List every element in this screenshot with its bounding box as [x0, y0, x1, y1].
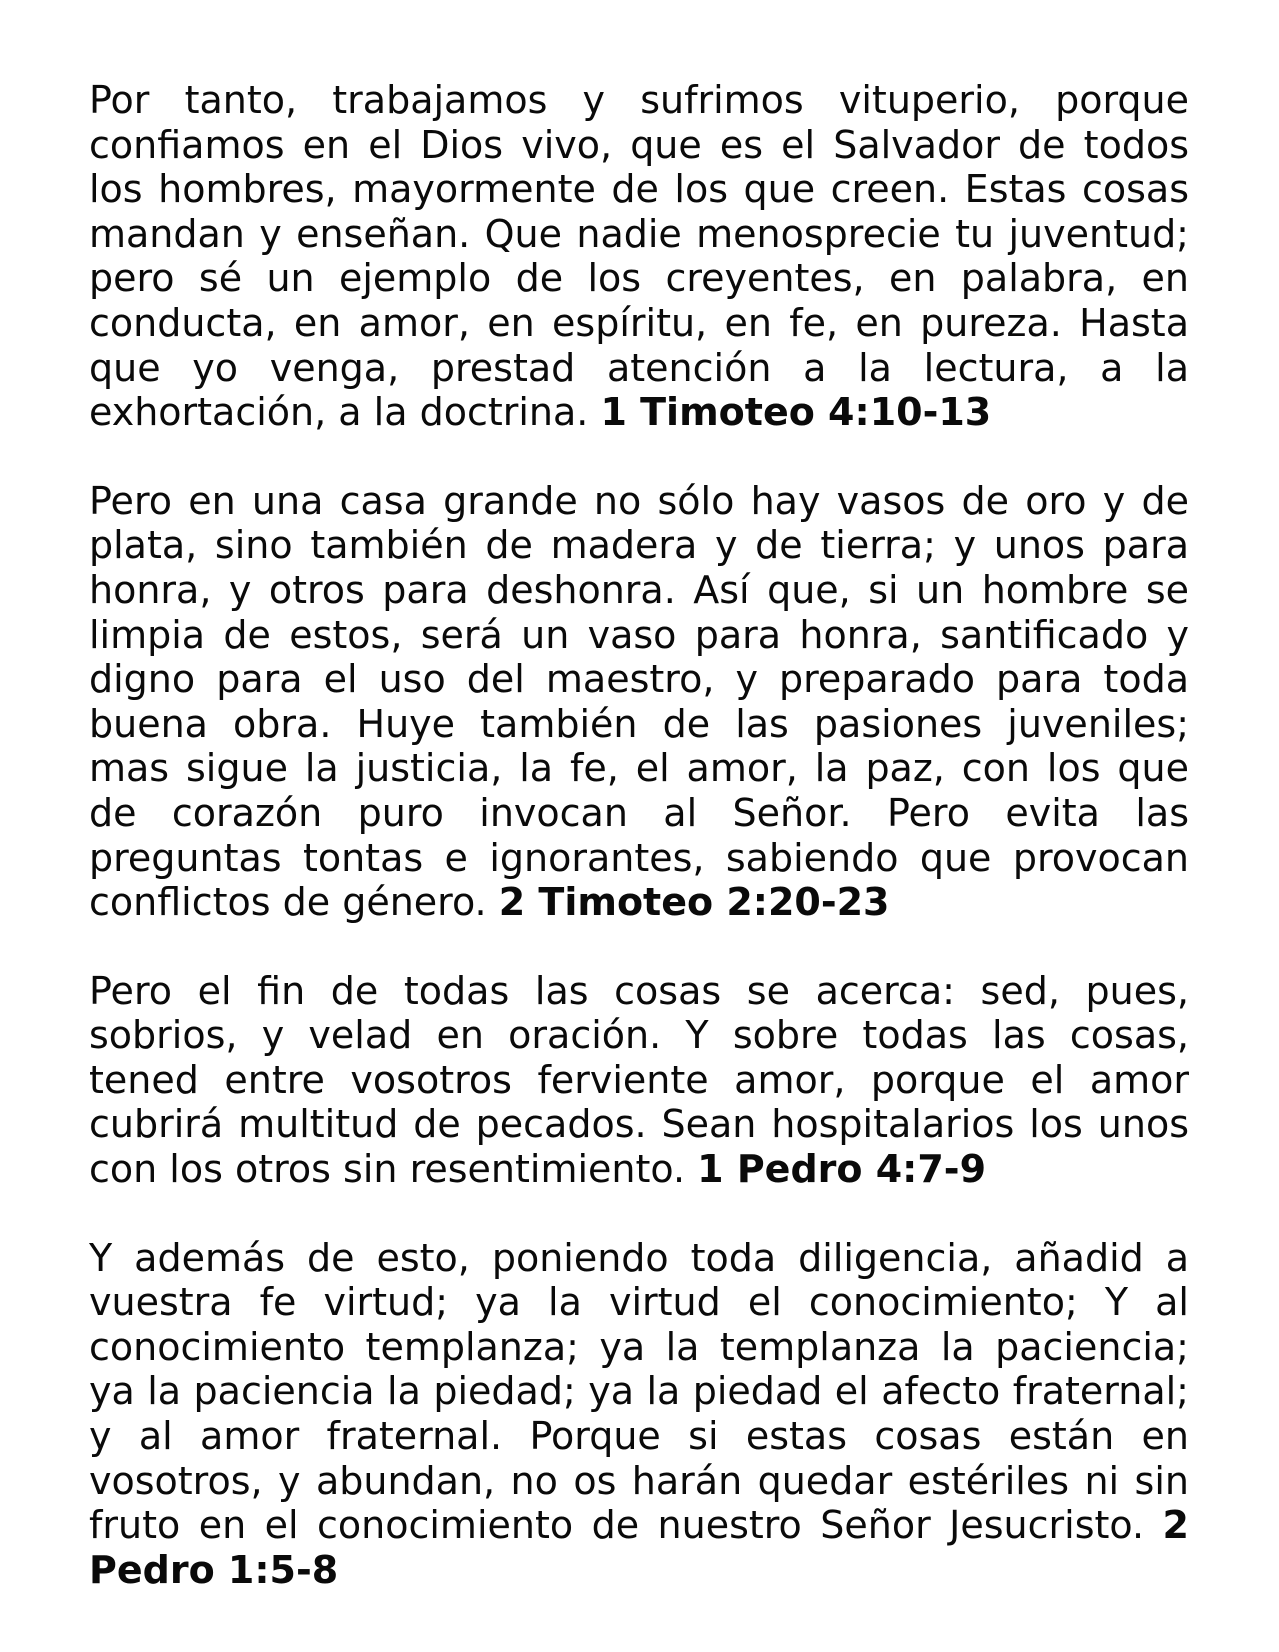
- document-page: [89, 78, 1189, 1636]
- scripture-reference: 2 Timoteo 2:20-23: [498, 880, 890, 925]
- passage-text: Pero el fin de todas las cosas se acerca: sed, pues, sobrios, y velad en oración. Y sobre todas las cosas, tened entre vosotros ferviente amor, porque el amor cubrirá multitud de pecados. Sean hospitalarios los unos con los otros sin resentimiento.: [89, 968, 1189, 1192]
- passage-text: Por tanto, trabajamos y sufrimos vituperio, porque confiamos en el Dios vivo, que es el Salvador de todos los hombres, mayormente de los que creen. Estas cosas mandan y enseñan. Que nadie menosprecie tu juventud; pero sé un ejemplo de los creyentes, en palabra, en conducta, en amor, en espíritu, en fe, en pureza. Hasta que yo venga, prestad atención a la lectura, a la exhortación, a la doctrina.: [89, 78, 1189, 435]
- passage-text: Y además de esto, poniendo toda diligencia, añadid a vuestra fe virtud; ya la virtud el conocimiento; Y al conocimiento templanza; ya la templanza la paciencia; ya la paciencia la piedad; ya la piedad el afecto fraternal; y al amor fraternal. Porque si estas cosas están en vosotros, y abundan, no os harán quedar estériles ni sin fruto en el conocimiento de nuestro Señor Jesucristo.: [89, 1235, 1189, 1548]
- scripture-passage-4: [89, 1236, 1189, 1593]
- scripture-passage-2: [89, 479, 1189, 925]
- scripture-passage-1: [89, 78, 1189, 435]
- passage-text: Pero en una casa grande no sólo hay vasos de oro y de plata, sino también de madera y de tierra; y unos para honra, y otros para deshonra. Así que, si un hombre se limpia de estos, será un vaso para honra, santificado y digno para el uso del maestro, y preparado para toda buena obra. Huye también de las pasiones juveniles; mas sigue la justicia, la fe, el amor, la paz, con los que de corazón puro invocan al Señor. Pero evita las preguntas tontas e ignorantes, sabiendo que provocan conflictos de género.: [89, 478, 1189, 925]
- scripture-reference: 2 Pedro 1:5-8: [89, 1503, 1189, 1592]
- scripture-passage-3: [89, 969, 1189, 1192]
- scripture-reference: 1 Timoteo 4:10-13: [600, 390, 992, 435]
- scripture-reference: 1 Pedro 4:7-9: [697, 1147, 987, 1192]
